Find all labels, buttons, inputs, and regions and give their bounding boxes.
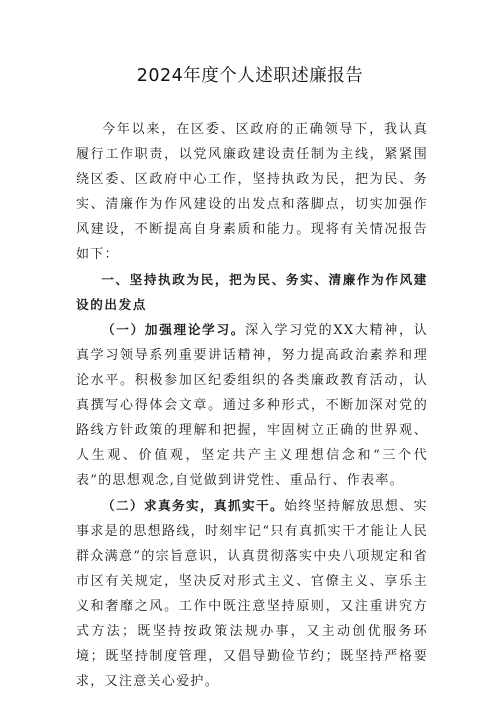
item-lead-2: （二）求真务实，真抓实干。: [102, 498, 285, 513]
item-text-1: 深入学习党的XX大精神，认真学习领导系列重要讲话精神，努力提高政治素养和理论水平。积极参加区纪委组织的各类廉政教育活动，认真撰写心得体会文章。通过多种形式，不断加深对党的路线方针政策的理解和把握，牢固树立正确的世界观、人生观、价值观，坚定共产主义理想信念和“三个代表”的思想观念,自觉做到讲党性、重品行、作表率。: [76, 323, 428, 488]
section-heading: 一、坚持执政为民，把为民、务实、清廉作为作风建设的出发点: [76, 272, 428, 312]
item-paragraph-2: [76, 493, 428, 694]
item-paragraph-1: [76, 317, 428, 493]
intro-paragraph: 今年以来，在区委、区政府的正确领导下，我认真履行工作职责，以党风廉政建设责任制为主线，紧紧围绕区委、区政府中心工作，坚持执政为民，把为民、务实、清廉作为作风建设的出发点和落脚点，切实加强作风建设，不断提高自身素质和能力。现将有关情况报告如下：: [76, 122, 428, 262]
document-body: [76, 117, 428, 694]
item-text-2: 始终坚持解放思想、实事求是的思想路线，时刻牢记“只有真抓实干才能让人民群众满意”的宗旨意识，认真贯彻落实中央八项规定和省市区有关规定，坚决反对形式主义、官僚主义、享乐主义和奢靡之风。工作中既注意坚持原则，又注重讲究方式方法；既坚持按政策法规办事，又主动创优服务环境；既坚持制度管理，又倡导勤俭节约；既坚持严格要求，又注意关心爱护。: [76, 499, 428, 689]
item-lead-1: （一）加强理论学习。: [102, 322, 246, 337]
document-title: 2024年度个人述职述廉报告: [136, 66, 364, 86]
